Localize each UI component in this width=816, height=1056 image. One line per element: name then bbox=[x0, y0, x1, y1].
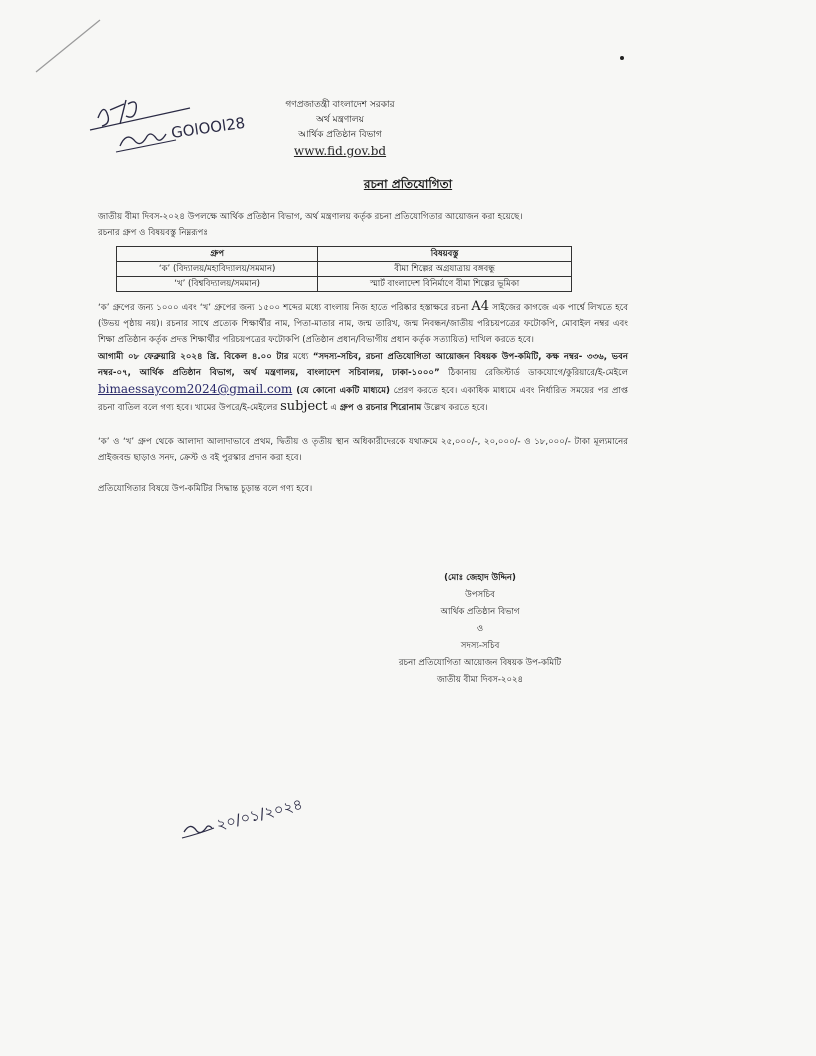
prize-paragraph: ‘ক’ ও ‘খ’ গ্রুপ থেকে আলাদা আলাদাভাবে প্রথম, দ্বিতীয় ও তৃতীয় স্থান অধিকারীদেরকে যথাক্রমে ২৫,০০০/-, ২০,০০০/- ও ১৮,০০০/- টাকা মূল্যমানের প্রাইজবন্ড ছাড়াও সনদ, ক্রেস্ট ও বই পুরস্কার প্রদান করা হবে। bbox=[98, 437, 628, 463]
email-link[interactable]: bimaessaycom2024@gmail.com bbox=[98, 382, 293, 396]
decision-paragraph: প্রতিযোগিতার বিষয়ে উপ-কমিটির সিদ্ধান্ত চূড়ান্ত বলে গণ্য হবে। bbox=[98, 484, 313, 494]
table-row bbox=[117, 262, 572, 277]
intro-line-2: রচনার গ্রুপ ও বিষয়বস্তু নিম্নরূপঃ bbox=[98, 228, 208, 238]
signatory-event: জাতীয় বীমা দিবস-২০২৪ bbox=[436, 675, 524, 685]
division-name: আর্থিক প্রতিষ্ঠান বিভাগ bbox=[298, 130, 382, 140]
signatory-role: সদস্য-সচিব bbox=[460, 641, 500, 651]
table-header-group: গ্রুপ bbox=[117, 247, 318, 262]
handwritten-date-signature bbox=[178, 788, 338, 848]
rules-text: ‘ক’ গ্রুপের জন্য ১০০০ এবং ‘খ’ গ্রুপের জন্য ১৫০০ শব্দের মধ্যে বাংলায় নিজ হাতে পরিষ্কার হস্তাক্ষরে রচনা bbox=[98, 303, 472, 313]
subject-word: subject bbox=[280, 399, 328, 414]
table-cell: ‘খ’ (বিশ্ববিদ্যালয়/সমমান) bbox=[117, 277, 318, 292]
text-run: ঠিকানায় রেজিস্টার্ড ডাকযোগে/কুরিয়ারে/ই-মেইলে bbox=[439, 368, 628, 378]
intro-line-1: জাতীয় বীমা দিবস-২০২৪ উপলক্ষে আর্থিক প্রতিষ্ঠান বিভাগ, অর্থ মন্ত্রণালয় কর্তৃক রচনা প্রতিযোগিতার আয়োজন করা হয়েছে। bbox=[98, 212, 523, 222]
rules-paragraph-1 bbox=[98, 299, 628, 348]
text-run: প্রেরণ করতে হবে। একাধিক মাধ্যমে এবং নির্ধারিত সময়ের পর প্রাপ্ত রচনা বাতিল বলে গণ্য হবে। খামের উপরে/ই-মেইলের bbox=[98, 386, 628, 413]
signatory-name: (মোঃ জেহাদ উদ্দিন) bbox=[444, 573, 516, 583]
table-cell: বীমা শিল্পের অগ্রযাত্রায় বঙ্গবন্ধু bbox=[318, 262, 572, 277]
signatory-conjunction: ও bbox=[476, 624, 484, 634]
handwritten-date: ২০/০১/২০২৪ bbox=[214, 795, 305, 834]
page-title bbox=[0, 176, 816, 196]
table-cell: স্মার্ট বাংলাদেশ বিনির্মাণে বীমা শিল্পের ভূমিকা bbox=[318, 277, 572, 292]
table-header-row bbox=[117, 247, 572, 262]
signatory-committee: রচনা প্রতিযোগিতা আয়োজন বিষয়ক উপ-কমিটি bbox=[398, 658, 562, 668]
text-run-bold: গ্রুপ ও রচনার শিরোনাম bbox=[339, 403, 422, 413]
text-run: উল্লেখ করতে হবে। bbox=[421, 403, 488, 413]
group-topic-table bbox=[116, 246, 572, 292]
text-run: মধ্যে bbox=[288, 352, 313, 362]
table-header-topic: বিষয়বস্তু bbox=[318, 247, 572, 262]
signatory-office: আর্থিক প্রতিষ্ঠান বিভাগ bbox=[440, 607, 520, 617]
submission-paragraph bbox=[98, 349, 628, 416]
paper-size-text: A4 bbox=[471, 299, 490, 314]
submission-address: “সদস্য-সচিব, রচনা প্রতিযোগিতা আয়োজন বিষয়ক উপ-কমিটি, কক্ষ নম্বর- ৩৩৬, ভবন নম্বর-০৭, আর্থিক প্রতিষ্ঠান বিভাগ, অর্থ মন্ত্রণালয়, বাংলাদেশ সচিবালয়, ঢাকা-১০০০” bbox=[98, 352, 628, 378]
scan-artifact-stroke bbox=[30, 10, 110, 80]
letterhead bbox=[240, 98, 440, 159]
signatory-designation: উপসচিব bbox=[465, 590, 495, 600]
rules-text: সাইজের কাগজে এক পার্শ্বে লিখতে হবে (উভয় পৃষ্ঠায় নয়)। রচনার সাথে প্রত্যেক শিক্ষার্থীর নাম, পিতা-মাতার নাম, জন্ম তারিখ, জন্ম নিবন্ধন/জাতীয় পরিচয়পত্রের ফটোকপি, মোবাইল নম্বর এবং শিক্ষা প্রতিষ্ঠান কর্তৃক প্রদত্ত শিক্ষার্থীর পরিচয়পত্রের ফটোকপি (প্রতিষ্ঠান প্রধান/বিভাগীয় প্রধান কর্তৃক সত্যায়িত) দাখিল করতে হবে। bbox=[98, 303, 628, 345]
text-run: এ bbox=[327, 403, 340, 413]
intro-paragraph bbox=[98, 209, 628, 241]
signature-block bbox=[370, 570, 590, 689]
table-cell: ‘ক’ (বিদ্যালয়/মহাবিদ্যালয়/সমমান) bbox=[117, 262, 318, 277]
table-row bbox=[117, 277, 572, 292]
govt-name: গণপ্রজাতন্ত্রী বাংলাদেশ সরকার bbox=[285, 100, 395, 110]
title-text: রচনা প্রতিযোগিতা bbox=[363, 177, 453, 191]
deadline-text: আগামী ০৮ ফেব্রুয়ারি ২০২৪ খ্রি. বিকেল ৪.০০ টার bbox=[98, 352, 289, 362]
text-run-bold: (যে কোনো একটি মাধ্যমে) bbox=[292, 386, 390, 396]
website-link[interactable]: www.fid.gov.bd bbox=[293, 144, 387, 158]
ministry-name: অর্থ মন্ত্রণালয় bbox=[316, 115, 364, 125]
scan-dot bbox=[620, 56, 624, 60]
handwritten-number: GOlOOl28 bbox=[170, 113, 247, 142]
